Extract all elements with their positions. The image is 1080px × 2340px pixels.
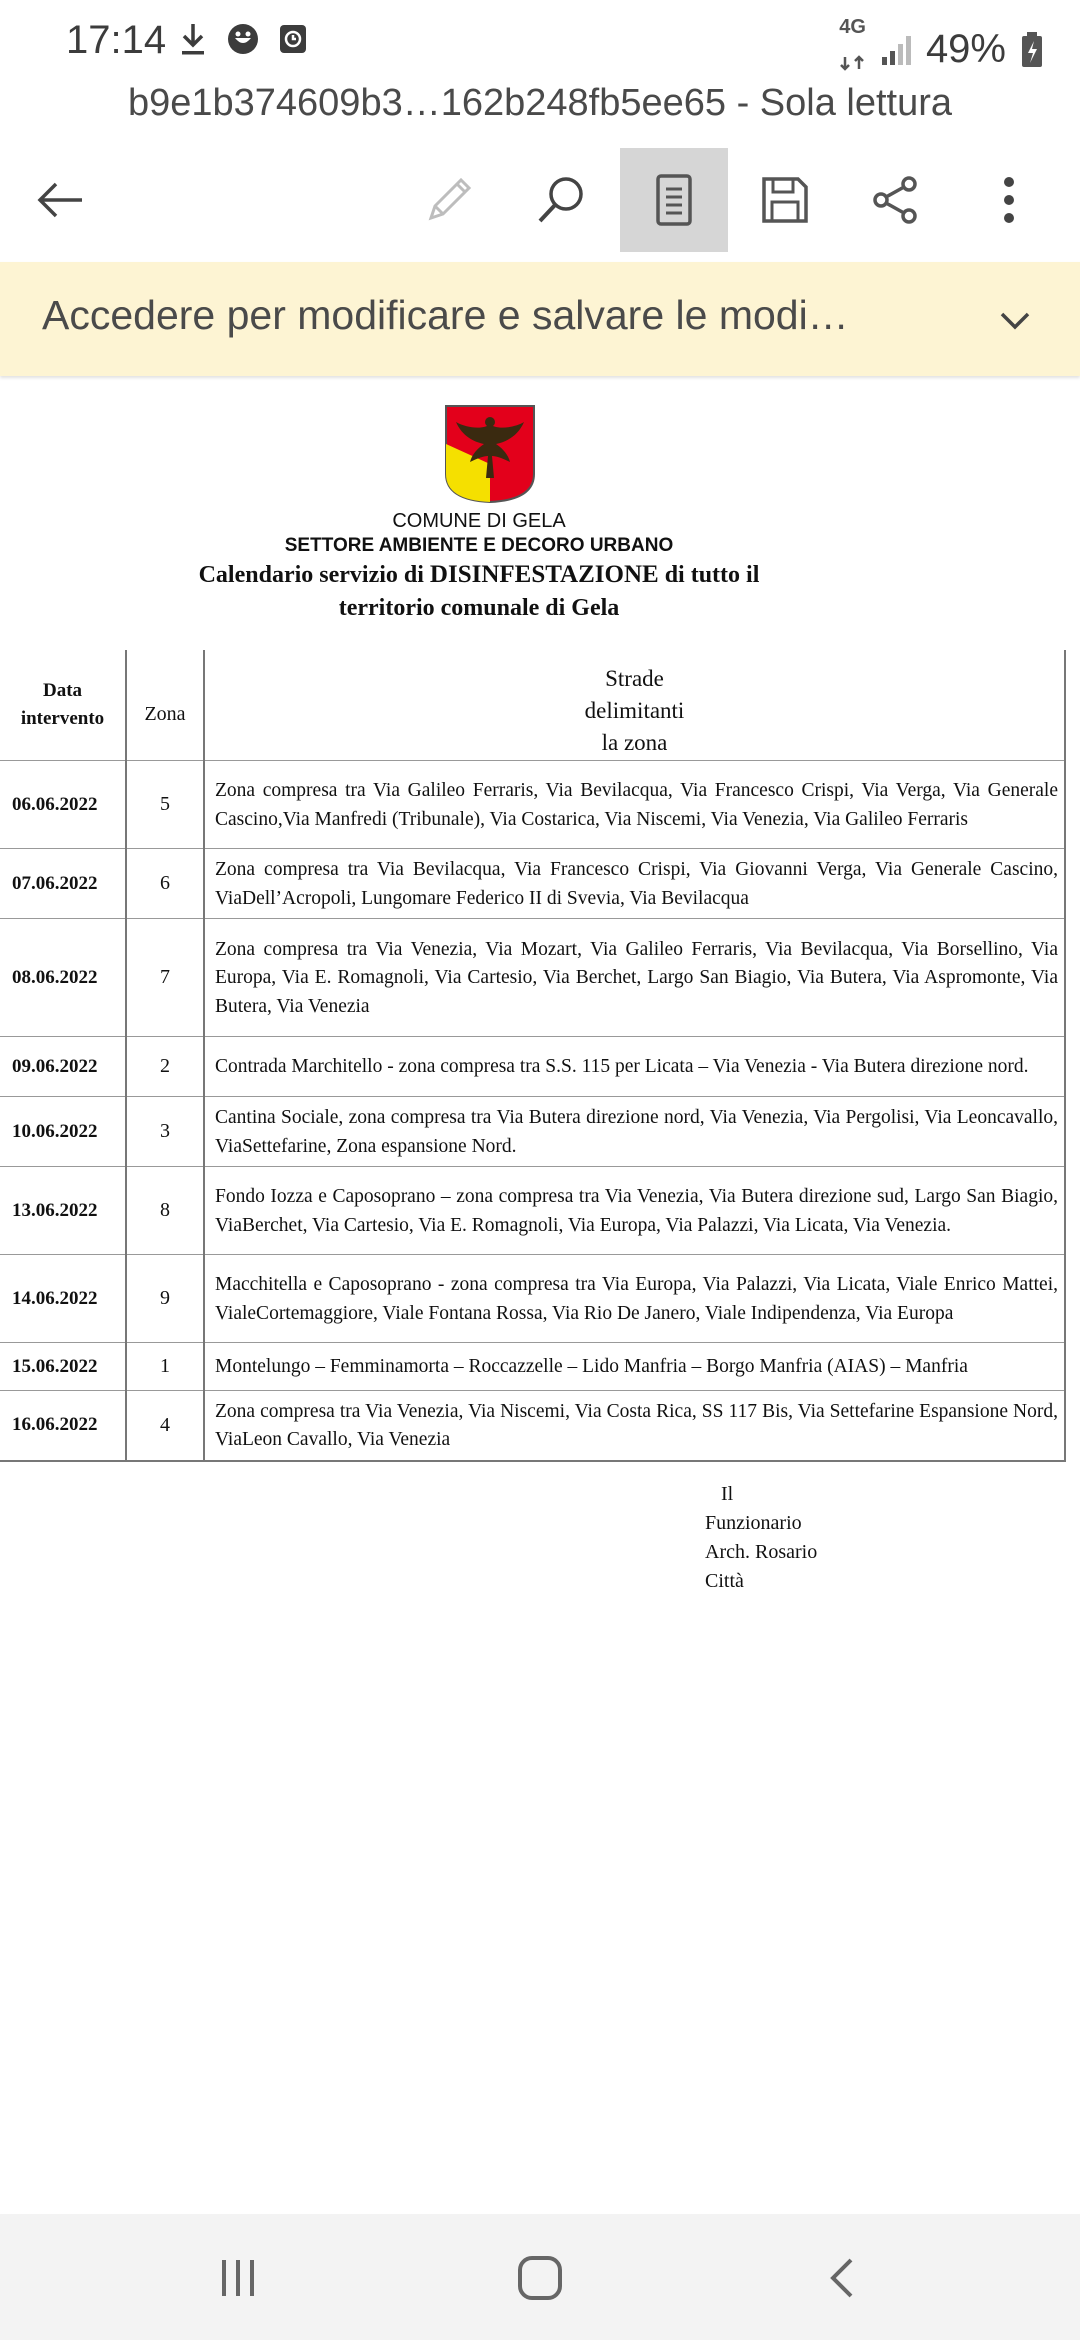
- status-notification-icons: [178, 22, 308, 56]
- row-zona: 5: [126, 761, 204, 849]
- row-strade: Cantina Sociale, zona compresa tra Via Butera direzione nord, Via Venezia, Via Pergolisi, Via Leoncavallo, ViaSettefarine, Zona espansione Nord.: [204, 1097, 1065, 1167]
- gela-crest-logo: [444, 404, 536, 504]
- more-options-button[interactable]: [955, 148, 1063, 252]
- app-notification-icon: [226, 22, 260, 56]
- table-row: [0, 849, 1065, 919]
- table-row: [0, 919, 1065, 1037]
- row-strade: Fondo Iozza e Caposoprano – zona compresa tra Via Venezia, Via Butera direzione sud, Largo San Biagio, ViaBerchet, Via Cartesio, Via E. Romagnoli, Via Europa, Via Palazzi, Via Licata, Via Venezia.: [204, 1167, 1065, 1255]
- screen-time-icon: [278, 23, 308, 55]
- row-zona: 1: [126, 1343, 204, 1391]
- header-data-intervento: Data intervento: [0, 650, 126, 761]
- row-date: 10.06.2022: [0, 1097, 126, 1167]
- signal-icon: [880, 33, 912, 67]
- row-strade: Contrada Marchitello - zona compresa tra S.S. 115 per Licata – Via Venezia - Via Butera direzione nord.: [204, 1037, 1065, 1097]
- toolbar: [0, 148, 1080, 256]
- search-icon: [534, 173, 588, 227]
- pencil-icon: [423, 174, 475, 226]
- row-zona: 3: [126, 1097, 204, 1167]
- back-arrow-icon: [34, 180, 86, 220]
- share-button[interactable]: [842, 148, 950, 252]
- back-icon: [827, 2256, 857, 2300]
- table-row: [0, 1097, 1065, 1167]
- row-zona: 4: [126, 1391, 204, 1461]
- row-strade: Montelungo – Femminamorta – Roccazzelle – Lido Manfria – Borgo Manfria (AIAS) – Manfria: [204, 1343, 1065, 1391]
- table-row: [0, 1391, 1065, 1461]
- back-nav-button[interactable]: [782, 2234, 902, 2322]
- row-zona: 7: [126, 919, 204, 1037]
- recent-apps-icon: [216, 2258, 260, 2298]
- row-date: 15.06.2022: [0, 1343, 126, 1391]
- status-bar: [0, 0, 1080, 84]
- table-row: [0, 1167, 1065, 1255]
- document-icon: [654, 173, 694, 227]
- row-date: 08.06.2022: [0, 919, 126, 1037]
- row-zona: 9: [126, 1255, 204, 1343]
- row-date: 16.06.2022: [0, 1391, 126, 1461]
- status-time: 17:14: [66, 18, 167, 62]
- chevron-down-icon[interactable]: [998, 300, 1032, 340]
- banner-text: Accedere per modificare e salvare le modi…: [42, 292, 849, 338]
- save-icon: [760, 175, 810, 225]
- header-strade: Strade delimitanti la zona: [204, 650, 1065, 761]
- row-strade: Zona compresa tra Via Venezia, Via Niscemi, Via Costa Rica, SS 117 Bis, Via Settefarine Espansione Nord, ViaLeon Cavallo, Via Venezia: [204, 1391, 1065, 1461]
- table-row: [0, 1343, 1065, 1391]
- row-strade: Zona compresa tra Via Galileo Ferraris, Via Bevilacqua, Via Francesco Crispi, Via Verga, Via Generale Cascino,Via Manfredi (Tribunale), Via Costarica, Via Niscemi, Via Venezia, Via Galileo Ferraris: [204, 761, 1065, 849]
- search-button[interactable]: [507, 148, 615, 252]
- table-row: [0, 761, 1065, 849]
- row-zona: 8: [126, 1167, 204, 1255]
- calendar-title: Calendario servizio di DISINFESTAZIONE di tutto il territorio comunale di Gela: [198, 561, 760, 621]
- signature-block: Il Funzionario Arch. Rosario Città: [705, 1483, 818, 1592]
- home-icon: [516, 2254, 564, 2302]
- save-button[interactable]: [731, 148, 839, 252]
- row-zona: 6: [126, 849, 204, 919]
- battery-percent: 49%: [925, 27, 1006, 71]
- calendar-table: [0, 650, 1066, 1462]
- document-title: b9e1b374609b3…162b248fb5ee65 - Sola lettura: [127, 82, 953, 124]
- status-system-icons: [839, 18, 1044, 81]
- row-date: 09.06.2022: [0, 1037, 126, 1097]
- network-type-icon: 4G: [839, 18, 866, 81]
- header-zona: Zona: [126, 650, 204, 761]
- home-button[interactable]: [480, 2234, 600, 2322]
- share-icon: [871, 175, 921, 225]
- settore-name: SETTORE AMBIENTE E DECORO URBANO: [284, 535, 674, 556]
- row-strade: Macchitella e Caposoprano - zona compresa tra Via Europa, Via Palazzi, Via Licata, Viale Enrico Mattei, VialeCortemaggiore, Viale Fontana Rossa, Via Rio De Janero, Viale Indipendenza, Via Europa: [204, 1255, 1065, 1343]
- back-button[interactable]: [6, 148, 114, 252]
- download-icon: [178, 22, 208, 56]
- comune-name: COMUNE DI GELA: [392, 510, 566, 532]
- row-date: 14.06.2022: [0, 1255, 126, 1343]
- reading-mode-button[interactable]: [620, 148, 728, 252]
- edit-button[interactable]: [395, 148, 503, 252]
- table-row: [0, 1037, 1065, 1097]
- row-date: 06.06.2022: [0, 761, 126, 849]
- row-zona: 2: [126, 1037, 204, 1097]
- table-row: [0, 1255, 1065, 1343]
- more-vert-icon: [1002, 176, 1016, 224]
- battery-icon: [1020, 31, 1044, 69]
- login-banner[interactable]: [0, 262, 1080, 376]
- row-date: 07.06.2022: [0, 849, 126, 919]
- row-strade: Zona compresa tra Via Bevilacqua, Via Francesco Crispi, Via Giovanni Verga, Via Generale Cascino, ViaDell’Acropoli, Lungomare Federico II di Svevia, Via Bevilacqua: [204, 849, 1065, 919]
- row-strade: Zona compresa tra Via Venezia, Via Mozart, Via Galileo Ferraris, Via Bevilacqua, Via Borsellino, Via Europa, Via E. Romagnoli, Via Cartesio, Via Berchet, Largo San Biagio, Via Butera, Via Aspromonte, Via Butera, Via Venezia: [204, 919, 1065, 1037]
- row-date: 13.06.2022: [0, 1167, 126, 1255]
- navigation-bar: [0, 2214, 1080, 2340]
- table-header-row: [0, 650, 1065, 761]
- recent-apps-button[interactable]: [178, 2234, 298, 2322]
